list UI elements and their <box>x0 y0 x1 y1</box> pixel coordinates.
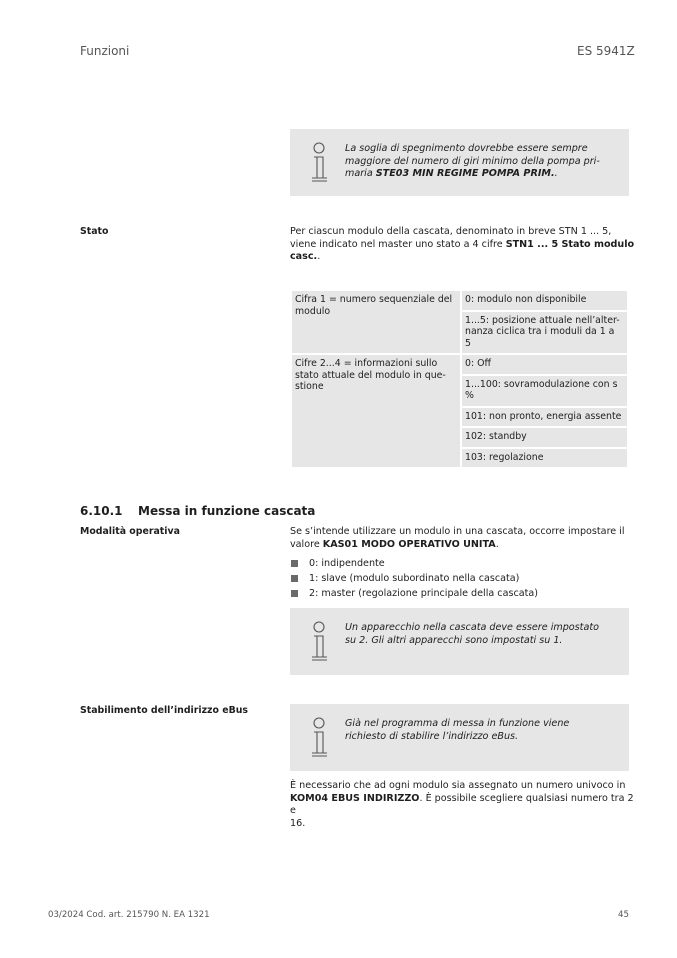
table-cell-value: 0: modulo non disponibile <box>462 291 627 310</box>
info-note-threshold <box>290 129 629 196</box>
page-number: 45 <box>618 910 629 920</box>
list-item: 0: indipendente <box>290 556 635 571</box>
modalita-paragraph: Se s’intende utilizzare un modulo in una cascata, occorre impostare il valore KAS01 MODO OPERATIVO UNITA. <box>290 526 625 550</box>
table-cell-value: 102: standby <box>462 428 627 447</box>
table-cell-value: 101: non pronto, energia assente <box>462 408 627 427</box>
info-icon <box>308 142 332 184</box>
cascade-status-table <box>290 289 629 469</box>
table-row <box>292 291 627 310</box>
ebus-label: Stabilimento dell’indirizzo eBus <box>80 705 248 716</box>
list-item: 1: slave (modulo subordinato nella cascata) <box>290 571 635 586</box>
note-text: Un apparecchio nella cascata deve essere impostato su 2. Gli altri apparecchi sono impostati su 1. <box>345 622 599 646</box>
table-cell-value: 1...5: posizione attuale nell’alter-nanza ciclica tra i moduli da 1 a 5 <box>462 312 627 354</box>
table-cell-value: 0: Off <box>462 355 627 374</box>
table-cell-value: 103: regolazione <box>462 449 627 468</box>
info-note-cascade <box>290 608 629 675</box>
bullet-icon <box>291 590 298 597</box>
bullet-icon <box>291 575 298 582</box>
section-number: 6.10.1 <box>80 504 123 518</box>
footer-document-info: 03/2024 Cod. art. 215790 N. EA 1321 <box>48 910 210 920</box>
stato-label: Stato <box>80 226 109 237</box>
note-text: La soglia di spegnimento dovrebbe essere sempre maggiore del numero di giri minimo della pompa pri- maria STE03 MIN REGIME POMPA PRIM.. <box>345 143 600 179</box>
info-icon <box>308 621 332 663</box>
modalita-label: Modalità operativa <box>80 526 180 537</box>
header-section-title: Funzioni <box>80 44 130 58</box>
table-cell-label: Cifre 2...4 = informazioni sullo stato attuale del modulo in que-stione <box>292 355 460 467</box>
list-item: 2: master (regolazione principale della cascata) <box>290 586 635 601</box>
table-cell-label: Cifra 1 = numero sequenziale del modulo <box>292 291 460 353</box>
note-text: Già nel programma di messa in funzione viene richiesto di stabilire l’indirizzo eBus. <box>345 718 570 742</box>
stato-paragraph: Per ciascun modulo della cascata, denominato in breve STN 1 ... 5, viene indicato nel master uno stato a 4 cifre STN1 ... 5 Stato modulo casc.. <box>290 226 635 262</box>
section-title: Messa in funzione cascata <box>138 504 316 518</box>
ebus-paragraph: È necessario che ad ogni modulo sia assegnato un numero univoco in KOM04 EBUS INDIRIZZO. È possibile scegliere qualsiasi numero tra 2 e 16. <box>290 780 634 829</box>
header-document-code: ES 5941Z <box>577 44 635 58</box>
info-note-ebus <box>290 704 629 771</box>
table-row <box>292 355 627 374</box>
bullet-icon <box>291 560 298 567</box>
info-icon <box>308 717 332 759</box>
mode-list <box>290 556 635 601</box>
table-cell-value: 1...100: sovramodulazione con s % <box>462 376 627 406</box>
